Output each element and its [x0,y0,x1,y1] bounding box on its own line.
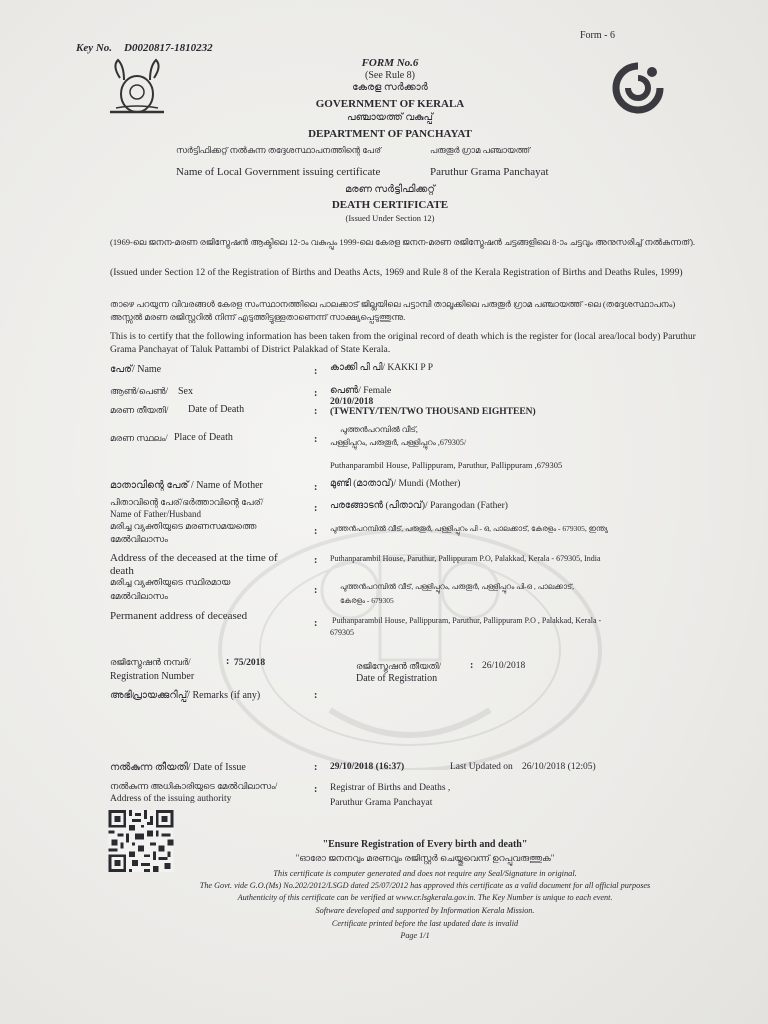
father-value: പരങ്ങോടൻ (പിതാവ്)/ Parangodan (Father) [330,501,508,511]
colon: : [314,366,318,377]
pod-label-ml: മരണ സ്ഥലം/ [110,433,168,443]
colon: : [314,762,318,773]
lsg-logo-icon [612,62,664,114]
perm-value-2: 679305 [330,628,354,637]
issued-under: (Issued Under Section 12) [345,213,435,223]
intro-en-2: This is to certify that the following information has been taken from the original record of death which is the register for (local area/local body) Paruthur Grama Panchayat of Taluk Pattambi of District Palakkad of State Kerala. [110,331,696,355]
issuer-value-ml: പരുതൂർ ഗ്രാമ പഞ്ചായത്ത് [430,145,530,155]
pod-value-ml-1: പുത്തൻപറമ്പിൽ വീട്, [340,425,418,434]
footer-line-3[interactable]: Authenticity of this certificate can be verified at www.cr.lsgkerala.gov.in. The Key Number is unique to each event. [237,893,613,902]
perm-value-ml-1: പുത്തൻപറമ്പിൽ വീട്, പള്ളിപ്പുറം, പരുതൂർ, പള്ളിപ്പുറം പി-ഒ , പാലക്കാട്, [340,582,574,591]
perm-label-ml-1: മരിച്ച വ്യക്തിയുടെ സ്ഥിരമായ [110,577,231,587]
addr-label-ml-1: മരിച്ച വ്യക്തിയുടെ മരണസമയത്തെ [110,521,257,531]
issuer-label: Name of Local Government issuing certificate [176,166,381,178]
sex-label: Sex [178,386,193,397]
remarks-label: അഭിപ്രായക്കുറിപ്പ്/ Remarks (if any) [110,690,261,701]
colon: : [314,434,318,445]
intro-ml-2: താഴെ പറയുന്ന വിവരങ്ങൾ കേരള സംസ്ഥാനത്തിലെ പാലക്കാട് ജില്ലയിലെ പട്ടാമ്പി താലൂക്കിലെ പരുതൂർ ഗ്രാമ പഞ്ചായത്ത് -ലെ (തദ്ദേശസ്ഥാപനം) അസ്സൽ മരണ രജിസ്റ്ററിൽ നിന്ന് എടുത്തിട്ടുള്ളതാണെന്ന് സാക്ഷ്യപ്പെടുത്തുന്നു. [110,299,676,322]
ensure-registration: "Ensure Registration of Every birth and death" [322,839,528,850]
department-title: DEPARTMENT OF PANCHAYAT [308,128,472,140]
dod-label: Date of Death [188,404,245,415]
key-label: Key No. [76,42,113,54]
colon: : [314,690,318,701]
authority-label: Address of the issuing authority [110,794,232,804]
colon: : [470,660,474,671]
colon: : [314,618,318,629]
form-number-top: Form - 6 [580,30,615,41]
mother-value: മുണ്ടി (മാതാവ്)/ Mundi (Mother) [330,479,461,489]
father-label-ml: പിതാവിന്റെ പേര്/ഭർത്താവിന്റെ പേര്/ [110,497,264,507]
government-title: GOVERNMENT OF KERALA [315,98,465,110]
colon: : [226,656,230,667]
pod-label: Place of Death [174,432,233,443]
dod-words: (TWENTY/TEN/TWO THOUSAND EIGHTEEN) [330,407,536,417]
intro-en-1: (Issued under Section 12 of the Registration of Births and Deaths Acts, 1969 and Rule 8 of the Kerala Registration of Births and Deaths Rules, 1999) [110,267,683,278]
qr-code-icon[interactable] [108,810,174,872]
authority-label-ml: നൽകുന്ന അധികാരിയുടെ മേൽവിലാസം/ [110,781,278,791]
pod-value-ml-2: പള്ളിപ്പുറം, പരുതൂർ, പള്ളിപ്പുറം ,679305/ [330,438,467,447]
page-number: Page 1/1 [400,931,430,940]
addr-label-1: Address of the deceased at the time of [110,552,278,564]
colon: : [314,555,318,566]
perm-value-1: Puthanparambil House, Pallippuram, Paruthur, Pallippuram P.O , Palakkad, Kerala - [332,616,602,625]
footer-line-4: Software developed and supported by Information Kerala Mission. [315,906,535,915]
form-title: FORM No.6 [361,57,419,69]
footer-line-5: Certificate printed before the last updated date is invalid [331,919,519,928]
addr-label-2: death [110,565,134,577]
pod-value: Puthanparambil House, Pallippuram, Paruthur, Pallippuram ,679305 [330,460,563,470]
department-ml: പഞ്ചായത്ത് വകുപ്പ് [347,112,433,123]
issuer-label-ml: സർട്ടിഫിക്കറ്റ് നൽകുന്ന തദ്ദേശസ്ഥാപനത്തിന്റെ പേര് [176,145,381,155]
sex-value: പെൺ/ Female [330,386,392,396]
footer-line-2: The Govt. vide G.O.(Ms) No.202/2012/LSGD dated 25/07/2012 has approved this certificate as a valid document for all official purposes [199,881,651,890]
cert-title-ml: മരണ സർട്ടിഫിക്കറ്റ് [345,184,435,195]
colon: : [314,585,318,596]
intro-ml-1: (1969-ലെ ജനന-മരണ രജിസ്ട്രേഷൻ ആക്ടിലെ 12-ാം വകുപ്പും 1999-ലെ കേരള ജനന-മരണ രജിസ്ട്രേഷൻ ചട്ടങ്ങളിലെ 8-ാം ചട്ടവും അനുസരിച്ച് നൽകുന്നത്). [110,237,696,247]
regno-label: Registration Number [110,671,195,682]
cert-title: DEATH CERTIFICATE [331,199,449,211]
name-label: പേര്/ Name [110,364,162,375]
kerala-ml: കേരള സർക്കാർ [352,82,428,93]
colon: : [314,784,318,795]
key-number: D0020817-1810232 [124,42,213,54]
regdate-value: 26/10/2018 [482,661,526,671]
colon: : [314,388,318,399]
perm-value-ml-2: കേരളം - 679305 [340,596,394,605]
colon: : [314,503,318,514]
regno-value: 75/2018 [234,658,266,668]
kerala-emblem-icon [106,58,168,118]
last-updated-label: Last Updated on [450,762,513,772]
authority-value-1: Registrar of Births and Deaths , [330,783,451,793]
colon: : [314,406,318,417]
dod-value: 20/10/2018 [330,397,374,407]
regdate-label-ml: രജിസ്ട്രേഷൻ തീയതി/ [356,661,442,671]
regno-label-ml: രജിസ്ട്രേഷൻ നമ്പർ/ [110,657,191,667]
government-seal-watermark [200,500,620,770]
ensure-registration-ml: "ഓരോ ജനനവും മരണവും രജിസ്റ്റർ ചെയ്തുവെന്ന് ഉറപ്പുവരുത്തുക" [295,853,555,863]
sex-label-ml: ആൺ/പെൺ/ [110,386,169,396]
see-rule: (See Rule 8) [365,70,415,81]
father-label: Name of Father/Husband [110,509,201,519]
perm-label: Permanent address of deceased [110,610,248,622]
addr-value-ml: പുത്തൻപറമ്പിൽ വീട്, പരുതൂർ, പള്ളിപ്പുറം പി - ഒ, പാലക്കാട്, കേരളം - 679305, ഇന്ത്യ [330,524,608,533]
footer-line-1: This certificate is computer generated and does not require any Seal/Signature in original. [273,869,577,878]
last-updated-value: 26/10/2018 (12:05) [522,762,596,772]
issue-value: 29/10/2018 (16:37) [330,762,405,772]
addr-value: Puthanparambil House, Paruthur, Pallippuram P.O, Palakkad, Kerala - 679305, India [330,554,601,563]
regdate-label: Date of Registration [356,673,438,684]
authority-value-2: Paruthur Grama Panchayat [330,798,433,808]
mother-label: മാതാവിന്റെ പേര് / Name of Mother [110,480,263,491]
issue-label: നൽകുന്ന തീയതി/ Date of Issue [110,762,246,773]
perm-label-ml-2: മേൽവിലാസം [110,591,168,601]
name-value: കാക്കി പി പി/ KAKKI P P [330,363,433,373]
issuer-value: Paruthur Grama Panchayat [430,166,549,178]
colon: : [314,526,318,537]
dod-label-ml: മരണ തീയതി/ [110,405,169,415]
addr-label-ml-2: മേൽവിലാസം [110,534,168,544]
colon: : [314,482,318,493]
